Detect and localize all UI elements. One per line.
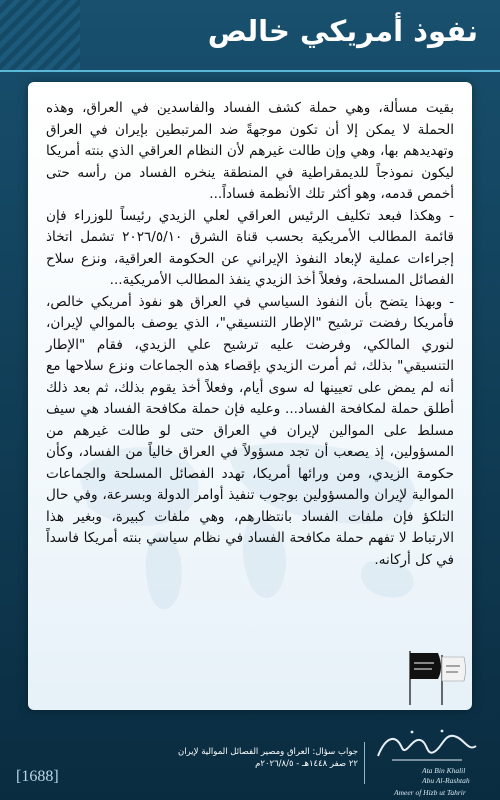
footer-caption bbox=[168, 746, 358, 770]
footer-caption-title: جواب سؤال: العراق ومصير الفصائل الموالية لإيران bbox=[178, 747, 358, 757]
footer bbox=[0, 718, 500, 800]
article-paragraph-2: - وهكذا فبعد تكليف الرئيس العراقي لعلي الزيدي رئيساً للوزراء فإن قائمة المطالب الأمريكية بحسب قناة الشرق ٢٠٢٦/٥/١٠ تشمل اتخاذ إجراءات عملية لإبعاد النفوذ الإيراني عن الحكومة العراقية، ونزع سلاح الفصائل المسلحة، وفعلاً أخذ الزيدي ينفذ المطالب الأمريكية... bbox=[46, 207, 454, 288]
article-paragraph-1: بقيت مسألة، وهي حملة كشف الفساد والفاسدين في العراق، وهذه الحملة لا يمكن إلا أن تكون موجهةً ضد المرتبطين بإيران في العراق وتهديدهم بها، وهي وإن طالت غيرهم لأن النظام العراقي الذي بنته أمريكا ليكون نموذجاً للديمقراطية في المنطقة ينخره الفساد من رأسه حتى أخمص قدمه، وهو أكثر تلك الأنظمة فساداً... bbox=[46, 100, 454, 202]
header-stripe-decoration bbox=[0, 0, 80, 72]
logo-latin-name-2: Abu Al-Rashtah bbox=[422, 776, 470, 785]
page-title: نفوذ أمريكي خالص bbox=[207, 14, 478, 48]
flag-seal-emblem bbox=[398, 645, 468, 707]
article-paragraph-3: - وبهذا يتضح بأن النفوذ السياسي في العراق هو نفوذ أمريكي خالص، فأمريكا رفضت ترشيح "الإطار التنسيقي"، الذي يوصف بالموالي لإيران، لنوري المالكي، وفرضت عليه ترشيح علي الزيدي، فقام "الإطار التنسيقي" بذلك، ثم أمرت الزيدي بإقصاء هذه الجماعات ونزع سلاحها مع أنه لم يمض على تعيينها له سوى أيام، وفعلاً أخذ يقوم بذلك، ثم بعد ذلك أطلق حملة لمكافحة الفساد... وعليه فإن حملة مكافحة الفساد هي سيف مسلط على الموالين لإيران في العراق حتى لو طالت غيرهم من المسؤولين، إذ يصعب أن تجد مسؤولاً في العراق خالياً من الفساد، وكأن حكومة الزيدي، ومن ورائها أمريكا، تهدد الفصائل المسلحة والجماعات الموالية لإيران والمسؤولين بوجوب تنفيذ أوامر الدولة وبسرعة، وفي حال التلكؤ فإن ملفات الفساد بانتظارهم، وهي ملفات كبيرة، وبغير هذا الارتباط لا تفهم حملة مكافحة الفساد في نظام سياسي بنته أمريكا فاسداً في كل أركانه. bbox=[46, 293, 454, 568]
header-divider bbox=[0, 70, 500, 72]
ameer-logo bbox=[372, 726, 482, 798]
footer-caption-date: ٢٢ صفر ١٤٤٨هـ - ٢٠٢٦/٨/٥م bbox=[255, 759, 358, 769]
calligraphy-signature-icon bbox=[372, 726, 482, 766]
reference-number: [1688] bbox=[16, 768, 59, 785]
logo-latin-title: Ameer of Hizb ut Tahrir bbox=[394, 788, 466, 797]
header-banner bbox=[0, 0, 500, 72]
footer-separator bbox=[364, 742, 365, 784]
logo-latin-name-1: Ata Bin Khalil bbox=[422, 766, 466, 775]
article-card bbox=[28, 82, 472, 710]
article-body bbox=[46, 98, 454, 571]
